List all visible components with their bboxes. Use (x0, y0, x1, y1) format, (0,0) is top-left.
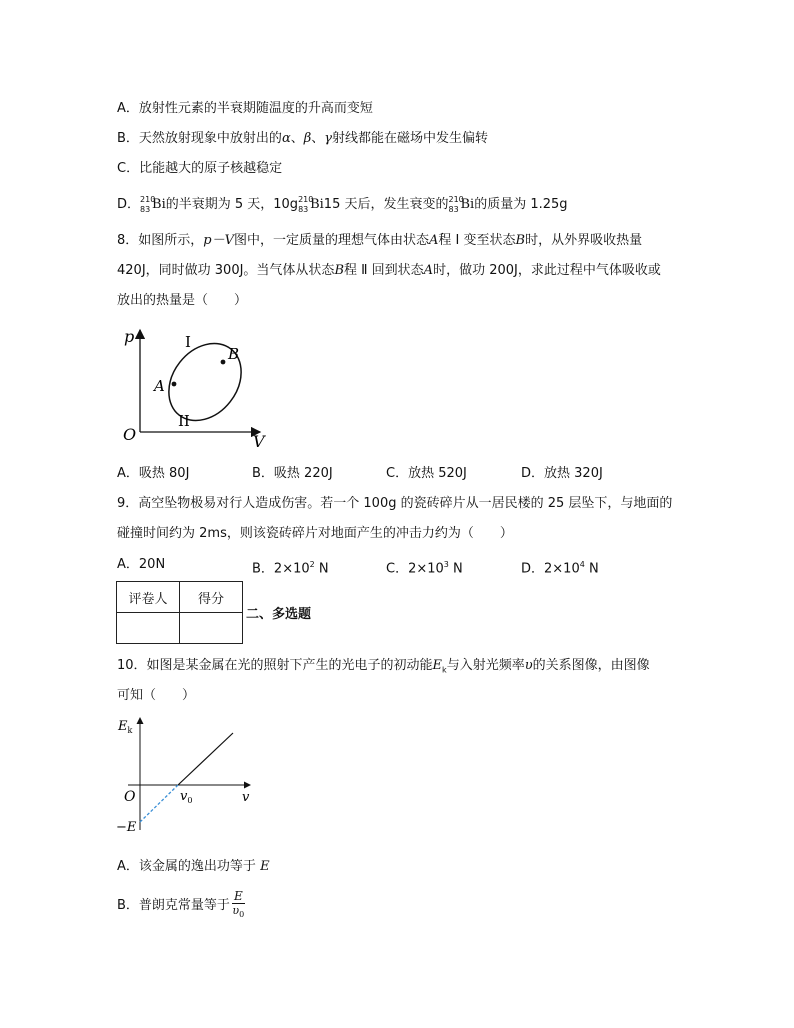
option-label: D． (117, 197, 141, 212)
pv-label: p－V (203, 233, 234, 248)
option-text: 15 天后，发生衰变的 (323, 197, 449, 212)
q8-option-a: A．吸热 80J (117, 466, 190, 481)
option-text: 的质量为 1.25g (474, 197, 568, 212)
q8-stem-line2: 420J，同时做功 300J。当气体从状态B程 Ⅱ 回到状态A时，做功 200J，求此过程中气体吸收或 (117, 263, 661, 278)
beta-symbol: β (303, 131, 312, 146)
q7-option-a (117, 100, 373, 118)
q9-option-d: D．$2\times 10^4$ N (521, 560, 599, 577)
q8-option-d: D．放热 320J (521, 466, 603, 481)
q9-option-c: C．$2\times 10^3$ N (386, 560, 463, 577)
q8-option-c: C．放热 520J (386, 466, 467, 481)
v-label: V (253, 432, 265, 451)
q10-stem-line1: 10．如图是某金属在光的照射下产生的光电子的初动能$E_k$与入射光频率υ的关系图像，由图像 (117, 658, 650, 675)
ek-label: $E_k$ (118, 719, 133, 735)
element-symbol: Bi (460, 197, 475, 212)
q9-stem-line2: 碰撞时间约为 2ms，则该瓷砖碎片对地面产生的冲击力约为（ ） (117, 526, 513, 541)
point-a (172, 382, 177, 387)
q8-stem-line1: 8．如图所示，p－V图中，一定质量的理想气体由状态A程 I 变至状态B时，从外界吸收热量 (117, 233, 643, 248)
option-label: C． (117, 161, 140, 176)
origin-label: O (124, 789, 136, 805)
isotope-notation: 210 83 (298, 194, 314, 214)
reviewer-cell (117, 613, 180, 644)
q9-option-b: B．$2\times 10^2$ N (252, 560, 329, 577)
a-label: A (154, 377, 165, 395)
ek-line (178, 733, 233, 785)
p-label: p (124, 327, 135, 346)
option-text: 射线都能在磁场中发生偏转 (332, 131, 489, 146)
q10-option-b: B．普朗克常量等于 $\frac{E}{\upsilon_0}$ (117, 889, 245, 920)
alpha-symbol: α (281, 131, 291, 146)
option-label: A． (117, 101, 139, 116)
cycle-ellipse (154, 329, 256, 435)
b-label: B (228, 345, 240, 363)
extrapolation-dashed (140, 785, 178, 822)
neg-e-label: −E (116, 820, 137, 835)
reviewer-header: 评卷人 (117, 582, 180, 613)
q10-option-a: A．该金属的逸出功等于 E (117, 859, 270, 874)
v-label: v (242, 790, 250, 805)
separator: 、 (311, 131, 325, 146)
section-title: 二、多选题 (246, 607, 312, 622)
process-i-label: I (185, 333, 191, 351)
v0-label: $v_0$ (180, 789, 193, 805)
q10-stem-line2: 可知（ ） (117, 688, 196, 703)
option-text: 的半衰期为 5 天，10g (165, 197, 299, 212)
score-table (116, 581, 243, 644)
process-ii-label: II (178, 412, 190, 430)
q8-stem-line3: 放出的热量是（ ） (117, 293, 248, 308)
element-symbol: Bi (310, 197, 324, 212)
point-b (221, 360, 226, 365)
q9-option-a: A．20N (117, 557, 166, 572)
option-label: B． (117, 131, 139, 146)
isotope-notation: 210 83 (140, 194, 156, 214)
gamma-symbol: γ (324, 131, 333, 146)
q9-stem-line1: 9．高空坠物极易对行人造成伤害。若一个 100g 的瓷砖碎片从一居民楼的 25 层坠下，与地面的 (117, 496, 673, 511)
fraction: $\frac{E}{\upsilon_0}$ (232, 889, 245, 920)
pv-diagram (110, 320, 280, 455)
isotope-notation: 210 83 (448, 194, 464, 214)
element-symbol: Bi (152, 197, 166, 212)
ek-v-graph (110, 712, 260, 842)
separator: 、 (290, 131, 304, 146)
q7-option-b (117, 130, 488, 148)
q8-option-b: B．吸热 220J (252, 466, 333, 481)
option-text: 放射性元素的半衰期随温度的升高而变短 (138, 101, 373, 116)
q7-option-d (117, 196, 568, 214)
option-text: 天然放射现象中放射出的 (138, 131, 282, 146)
score-header: 得分 (180, 582, 243, 613)
origin-label: O (123, 425, 137, 444)
q7-option-c (117, 160, 282, 178)
option-text: 比能越大的原子核越稳定 (139, 161, 283, 176)
score-cell (180, 613, 243, 644)
